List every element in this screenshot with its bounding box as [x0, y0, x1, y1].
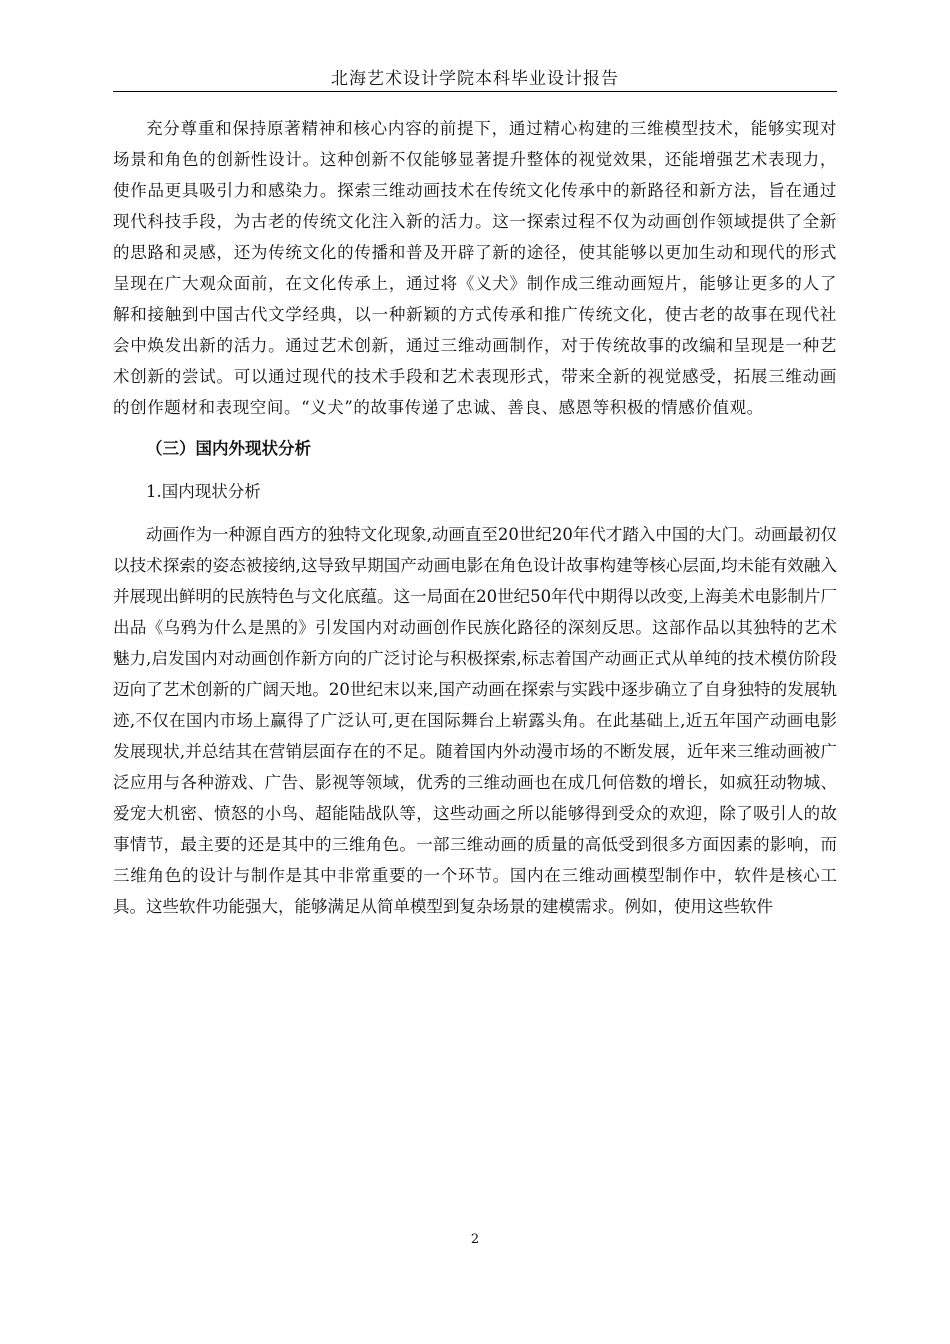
header-divider [113, 91, 837, 92]
page-header-title: 北海艺术设计学院本科毕业设计报告 [331, 69, 619, 89]
section-heading: （三）国内外现状分析 [146, 439, 311, 458]
body-paragraph-1: 充分尊重和保持原著精神和核心内容的前提下，通过精心构建的三维模型技术，能够实现对场景和角色的创新性设计。这种创新不仅能够显著提升整体的视觉效果，还能增强艺术表现力，使作品更具吸引力和感染力。探索三维动画技术在传统文化传承中的新路径和新方法，旨在通过现代科技手段，为古老的传统文化注入新的活力。这一探索过程不仅为动画创作领域提供了全新的思路和灵感，还为传统文化的传播和普及开辟了新的途径，使其能够以更加生动和现代的形式呈现在广大观众面前，在文化传承上，通过将《义犬》制作成三维动画短片，能够让更多的人了解和接触到中国古代文学经典，以一种新颖的方式传承和推广传统文化，使古老的故事在现代社会中焕发出新的活力。通过艺术创新，通过三维动画制作，对于传统故事的改编和呈现是一种艺术创新的尝试。可以通过现代的技术手段和艺术表现形式，带来全新的视觉感受，拓展三维动画的创作题材和表现空间。“义犬”的故事传递了忠诚、善良、感恩等积极的情感价值观。 [113, 119, 837, 417]
page-number: 2 [470, 1232, 480, 1247]
body-paragraph-2: 动画作为一种源自西方的独特文化现象,动画直至20世纪20年代才踏入中国的大门。动画最初仅以技术探索的姿态被接纳,这导致早期国产动画电影在角色设计故事构建等核心层面,均未能有效融入并展现出鲜明的民族特色与文化底蕴。这一局面在20世纪50年代中期得以改变,上海美术电影制片厂出品《乌鸦为什么是黑的》引发国内对动画创作民族化路径的深刻反思。这部作品以其独特的艺术魅力,启发国内对动画创作新方向的广泛讨论与积极探索,标志着国产动画正式从单纯的技术模仿阶段迈向了艺术创新的广阔天地。20世纪末以来,国产动画在探索与实践中逐步确立了自身独特的发展轨迹,不仅在国内市场上赢得了广泛认可,更在国际舞台上崭露头角。在此基础上,近五年国产动画电影发展现状,并总结其在营销层面存在的不足。随着国内外动漫市场的不断发展，近年来三维动画被广泛应用与各种游戏、广告、影视等领域，优秀的三维动画也在成几何倍数的增长，如疯狂动物城、爱宠大机密、愤怒的小鸟、超能陆战队等，这些动画之所以能够得到受众的欢迎，除了吸引人的故事情节，最主要的还是其中的三维角色。一部三维动画的质量的高低受到很多方面因素的影响，而三维角色的设计与制作是其中非常重要的一个环节。国内在三维动画模型制作中，软件是核心工具。这些软件功能强大，能够满足从简单模型到复杂场景的建模需求。例如，使用这些软件 [113, 525, 837, 916]
page-body [113, 113, 837, 922]
subsection-heading: 1.国内现状分析 [146, 482, 261, 501]
